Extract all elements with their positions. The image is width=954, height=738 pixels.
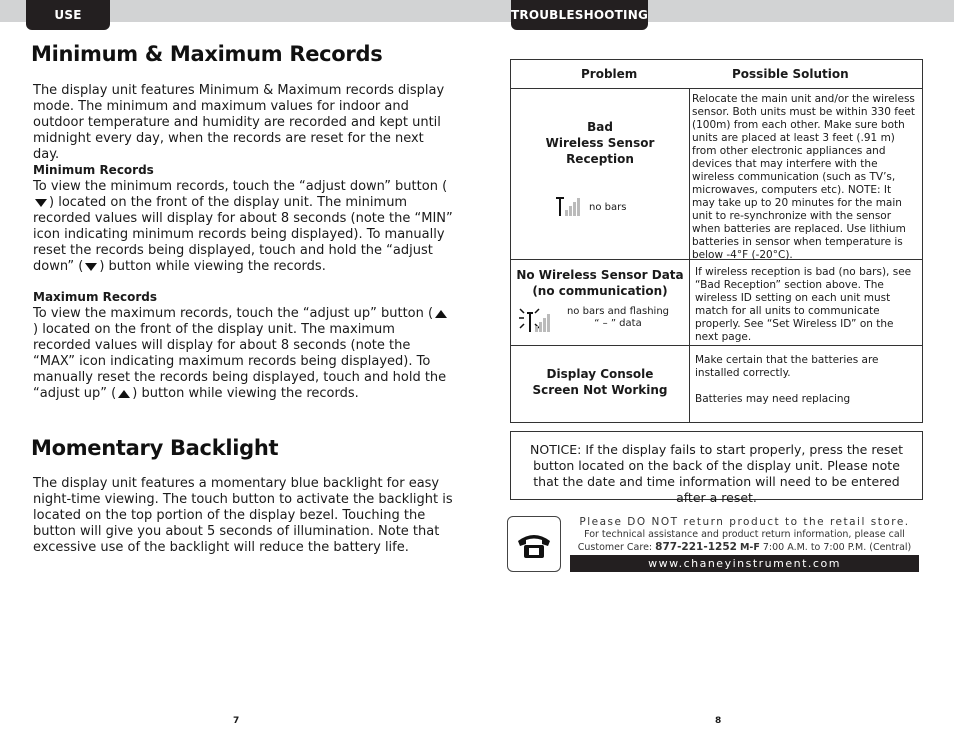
solution-no-sensor-data: If wireless reception is bad (no bars), see “Bad Reception” section above. The wireless ID setting on each unit must match for all units to communicate properly. See “Set Wireless ID” on the next page. — [695, 266, 912, 343]
icon-caption-line: “ – ” data — [594, 318, 642, 329]
notice-text: NOTICE: If the display fails to start properly, press the reset button located on the back of the display unit. Please note that the date and time information will need to be entered after a reset. — [530, 442, 903, 505]
backlight-title: Momentary Backlight — [31, 436, 279, 460]
max-text-part-b: ) located on the front of the display unit. The maximum recorded values will display for about 8 seconds (note the “MAX” icon indicating maximum records being displayed). To manually reset the records being displayed, touch and hold the “adjust up” ( — [33, 322, 447, 401]
section-tab-troubleshooting: TROUBLESHOOTING — [511, 0, 648, 30]
problem-cell — [511, 89, 690, 260]
solution-display-console-2: Batteries may need replacing — [695, 393, 851, 405]
customer-care-line — [570, 541, 919, 553]
care-days: M-F — [739, 542, 760, 553]
adjust-up-icon — [118, 390, 130, 398]
column-header-solution: Possible Solution — [732, 67, 849, 81]
solution-bad-reception: Relocate the main unit and/or the wireless sensor. Both units must be within 330 feet (100m) from each other. Make sure both units are placed at least 3 feet (.91 m) from other electronic appliances and devices that may interfere with the wireless communication (such as TV’s, microwaves, computers etc). NOTE: It may take up to 20 minutes for the main unit to re-synchronize with the sensor when batteries are replaced. Use lithium batteries in sensor when temperature is below -4°F (-20°C). — [692, 93, 915, 261]
problem-line: Bad — [587, 120, 613, 134]
min-text-part-b: ) located on the front of the display unit. The minimum recorded values will display for about 8 seconds (note the “MIN” icon indicating minimum records being displayed). To manually reset the records being displayed, touch and hold the “adjust down” ( — [33, 195, 453, 274]
phone-number: 877-221-1252 — [655, 541, 737, 553]
problem-no-sensor-data — [511, 267, 689, 299]
problem-display-console — [511, 366, 689, 398]
min-records-heading: Minimum Records — [33, 163, 154, 177]
page-number-right: 8 — [715, 716, 722, 726]
min-text-part-c: ) button while viewing the records. — [99, 259, 326, 274]
care-hours: 7:00 A.M. to 7:00 P.M. (Central) — [762, 542, 912, 553]
adjust-down-icon — [35, 199, 47, 207]
table-row — [511, 88, 922, 260]
problem-line: No Wireless Sensor Data — [516, 268, 684, 282]
table-header-row — [511, 60, 922, 88]
max-text-part-a: To view the maximum records, touch the “adjust up” button ( — [33, 306, 434, 321]
reset-notice — [510, 431, 923, 505]
website-url-bar: www.chaneyinstrument.com — [570, 555, 919, 572]
problem-line: Screen Not Working — [532, 383, 668, 397]
no-return-notice: Please DO NOT return product to the retail store. — [579, 516, 910, 528]
signal-no-bars-icon — [555, 195, 583, 217]
section-tab-use: USE — [26, 0, 110, 30]
max-records-text — [33, 306, 453, 402]
page-number-left: 7 — [233, 716, 240, 726]
problem-bad-reception — [511, 119, 689, 167]
max-records-heading: Maximum Records — [33, 290, 158, 304]
min-text-part-a: To view the minimum records, touch the “adjust down” button ( — [33, 179, 448, 194]
problem-line: Display Console — [546, 367, 654, 381]
minmax-title: Minimum & Maximum Records — [31, 42, 383, 66]
min-records-text — [33, 179, 453, 275]
table-row — [511, 259, 922, 346]
solution-display-console-1: Make certain that the batteries are installed correctly. — [695, 354, 879, 379]
tech-assistance-text: For technical assistance and product return information, please call — [584, 529, 905, 540]
signal-flashing-icon — [515, 304, 555, 336]
phone-icon-box — [507, 516, 561, 572]
problem-line: (no communication) — [532, 284, 668, 298]
table-row — [511, 345, 922, 423]
icon-caption: no bars — [589, 202, 627, 213]
problem-line: Reception — [566, 152, 634, 166]
backlight-text: The display unit features a momentary blue backlight for easy night-time viewing. The touch button to activate the backlight is located on the top portion of the display bezel. Touching the button will give you about 5 seconds of illumination. Note that excessive use of the backlight will reduce the battery life. — [33, 476, 453, 555]
max-text-part-c: ) button while viewing the records. — [132, 386, 359, 401]
minmax-intro: The display unit features Minimum & Maximum records display mode. The minimum and maximum values for indoor and outdoor temperature and humidity are recorded and kept until midnight every day, when the records are reset for the next day. — [33, 83, 445, 162]
troubleshooting-table — [510, 59, 923, 423]
adjust-up-icon — [435, 310, 447, 318]
icon-caption — [561, 306, 675, 330]
problem-line: Wireless Sensor — [545, 136, 655, 150]
icon-caption-line: no bars and flashing — [566, 306, 670, 317]
customer-care-label: Customer Care: — [577, 542, 653, 553]
adjust-down-icon — [85, 263, 97, 271]
column-header-problem: Problem — [581, 67, 638, 81]
telephone-icon — [508, 517, 560, 571]
